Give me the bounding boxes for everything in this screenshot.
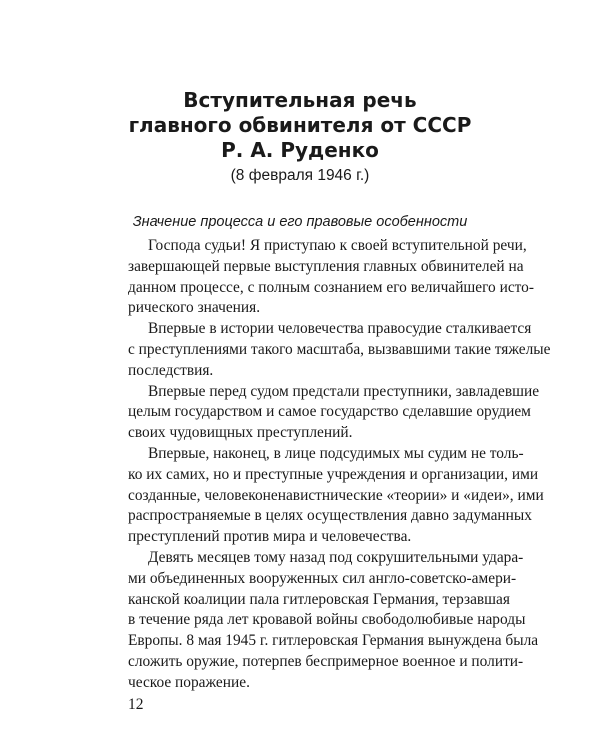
text-line: Девять месяцев тому назад под сокрушительными удара- (148, 548, 524, 566)
text-line: канской коалиции пала гитлеровская Германия, терзавшая (128, 590, 510, 608)
text-line: сложить оружие, потерпев беспримерное военное и полити- (128, 652, 524, 670)
paragraph-5 (128, 548, 539, 694)
speech-title (90, 88, 510, 187)
paragraph-1 (128, 236, 534, 319)
page-number: 12 (128, 696, 144, 713)
text-line: в течение ряда лет кровавой войны свободолюбивые народы (128, 611, 526, 629)
paragraph-4 (128, 444, 544, 548)
text-line: Европы. 8 мая 1945 г. гитлеровская Германия вынуждена была (128, 632, 539, 650)
text-line: Впервые в истории человечества правосудие сталкивается (148, 320, 532, 338)
body-text (128, 236, 551, 694)
text-line: ко их самих, но и преступные учреждения и организации, ими (128, 465, 539, 483)
title-line-2: главного обвинителя от СССР (128, 113, 472, 137)
text-line: ческое поражение. (128, 673, 250, 691)
text-line: целым государством и самое государство сделавшие орудием (128, 403, 531, 421)
text-line: Впервые, наконец, в лице подсудимых мы судим не толь- (148, 444, 524, 462)
text-line: преступлений против мира и человечества. (128, 528, 412, 546)
text-line: с преступлениями такого масштаба, вызвавшими такие тяжелые (128, 340, 551, 358)
text-line: последствия. (128, 361, 214, 379)
text-line: созданные, человеконенавистнические «теории» и «идеи», ими (128, 486, 544, 504)
paragraph-3 (128, 382, 540, 444)
text-line: Господа судьи! Я приступаю к своей вступительной речи, (148, 237, 527, 254)
title-line-1: Вступительная речь (183, 88, 417, 112)
text-line: рического значения. (128, 299, 261, 317)
text-line: ми объединенных вооруженных сил англо-советско-амери- (128, 569, 517, 587)
text-line: своих чудовищных преступлений. (128, 424, 353, 442)
title-line-3: Р. А. Руденко (221, 138, 379, 162)
section-heading: Значение процесса и его правовые особенности (132, 214, 468, 230)
text-line: завершающей первые выступления главных обвинителей на (128, 257, 524, 275)
text-line: данном процессе, с полным сознанием его величайшего исто- (128, 278, 534, 296)
text-line: Впервые перед судом предстали преступники, завладевшие (148, 382, 540, 400)
text-line: распространяемые в целях осуществления давно задуманных (128, 507, 532, 525)
paragraph-2 (128, 319, 551, 381)
title-date: (8 февраля 1946 г.) (230, 167, 370, 184)
